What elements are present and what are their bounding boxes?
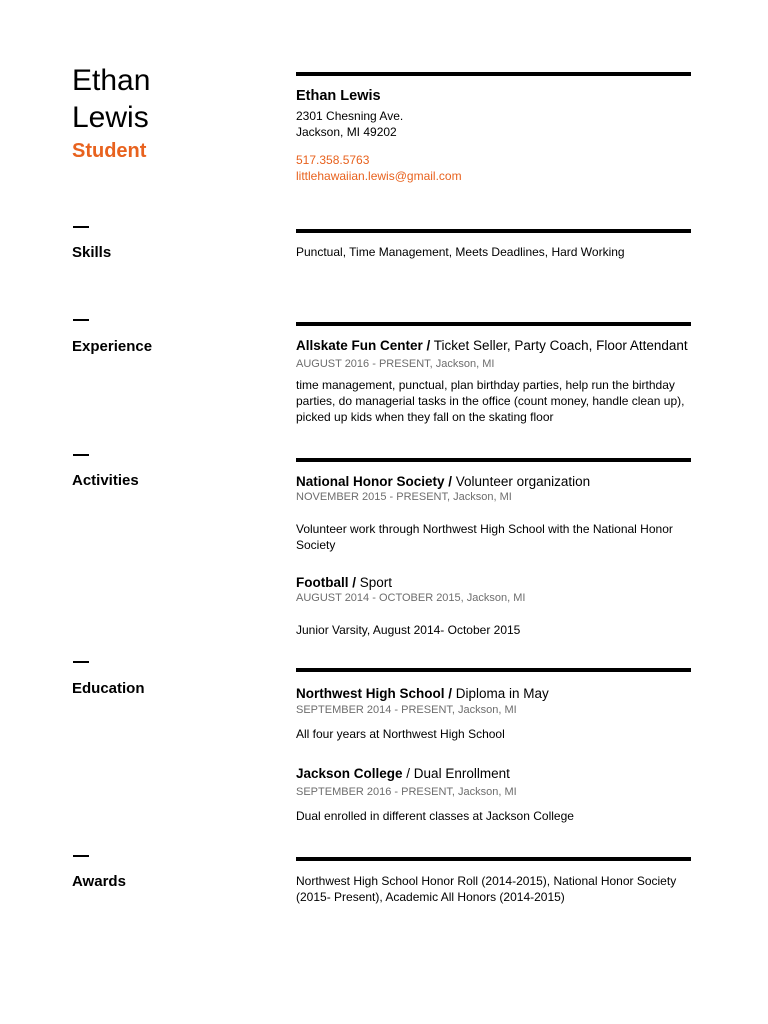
section-dash [73,454,89,456]
awards-content [296,873,696,905]
last-name: Lewis [72,101,149,134]
entry-dates: SEPTEMBER 2016 - PRESENT, Jackson, MI [296,786,517,798]
entry-dates: SEPTEMBER 2014 - PRESENT, Jackson, MI [296,704,517,716]
address-line1: 2301 Chesning Ave. [296,109,404,123]
experience-heading: Experience [72,338,153,355]
section-dash [73,226,89,228]
activities-entry [296,473,696,553]
entry-role: / Dual Enrollment [402,766,510,781]
section-rule [296,229,691,233]
awards-text: Northwest High School Honor Roll (2014-2015), National Honor Society (2015- Present), Academic All Honors (2014-2015) [296,874,677,904]
entry-role: Diploma in May [452,686,549,701]
education-entry [296,765,696,824]
entry-org: Northwest High School / [296,686,453,701]
entry-org: National Honor Society / [296,474,453,489]
section-rule [296,322,691,326]
section-rule [296,458,691,462]
education-heading: Education [72,680,145,697]
phone-number: 517.358.5763 [296,153,370,167]
entry-role: Volunteer organization [452,474,591,489]
education-entry [296,685,696,742]
entry-description: time management, punctual, plan birthday parties, help run the birthday parties, do managerial tasks in the office (count money, handle clean up), picked up kids when they fall on the skating floor [296,378,685,424]
activities-heading: Activities [72,472,139,489]
entry-org: Football / [296,575,356,590]
entry-org: Allskate Fun Center / [296,338,431,353]
entry-description: Dual enrolled in different classes at Jackson College [296,809,574,823]
contact-name: Ethan Lewis [296,88,381,104]
section-dash [73,855,89,857]
activities-entry [296,574,696,638]
entry-description: Volunteer work through Northwest High School with the National Honor Society [296,522,673,552]
contact-block [296,87,696,184]
section-dash [73,319,89,321]
email-link[interactable]: littlehawaiian.lewis@gmail.com [296,169,462,183]
skills-text: Punctual, Time Management, Meets Deadlines, Hard Working [296,245,625,259]
role-title: Student [72,140,147,162]
entry-description: All four years at Northwest High School [296,727,505,741]
first-name: Ethan [72,64,151,97]
entry-role: Sport [356,575,393,590]
entry-dates: AUGUST 2014 - OCTOBER 2015, Jackson, MI [296,592,526,604]
skills-content [296,244,696,260]
entry-role: Ticket Seller, Party Coach, Floor Attendant [430,338,688,353]
entry-description: Junior Varsity, August 2014- October 2015 [296,623,521,637]
section-rule [296,72,691,76]
entry-dates: AUGUST 2016 - PRESENT, Jackson, MI [296,358,495,370]
experience-entry [296,337,696,425]
awards-heading: Awards [72,873,126,890]
entry-dates: NOVEMBER 2015 - PRESENT, Jackson, MI [296,491,512,503]
address-line2: Jackson, MI 49202 [296,125,397,139]
section-rule [296,857,691,861]
skills-heading: Skills [72,244,112,261]
section-dash [73,661,89,663]
entry-org: Jackson College [296,766,403,781]
section-rule [296,668,691,672]
